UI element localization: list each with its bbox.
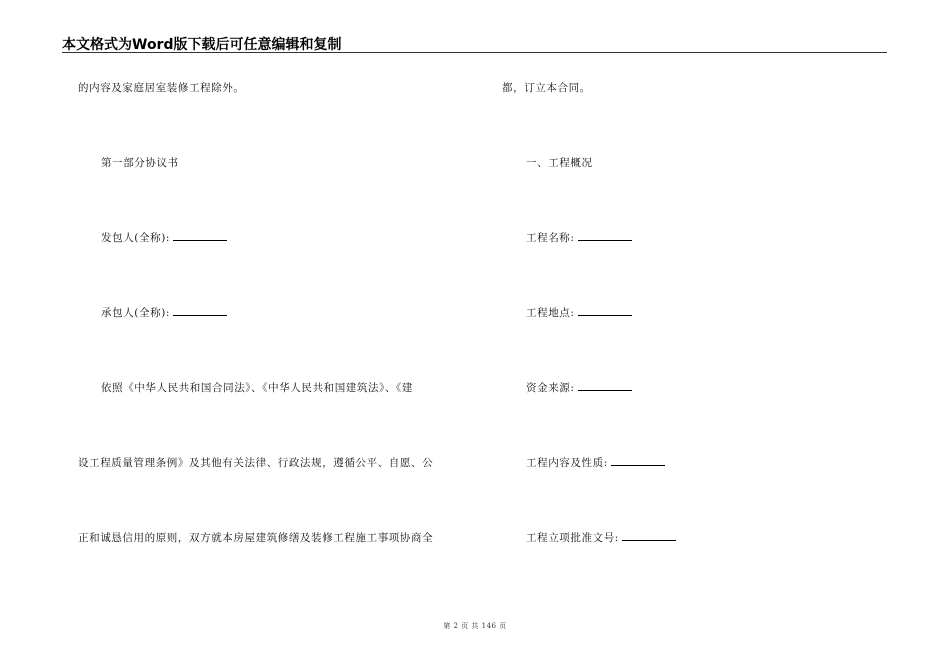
document-header-title: 本文格式为Word版下载后可任意编辑和复制	[62, 37, 342, 53]
project-name-blank-line	[578, 230, 632, 241]
project-content-blank-line	[611, 455, 665, 466]
project-location-blank-line	[578, 305, 632, 316]
project-content-field	[526, 455, 665, 470]
right-line-1: 都，订立本合同。	[502, 82, 591, 94]
paragraph-line-2: 设工程质量管理条例》及其他有关法律、行政法规，遵循公平、自愿、公	[78, 457, 434, 469]
paragraph-line-3: 正和诚恳信用的原则，双方就本房屋建筑修缮及装修工程施工事项协商全	[78, 532, 434, 544]
approval-doc-field	[526, 530, 676, 545]
approval-doc-label: 工程立项批准文号:	[526, 532, 619, 544]
employer-blank-line	[173, 230, 227, 241]
contractor-label: 承包人(全称):	[101, 307, 171, 319]
section-heading-part-one: 第一部分协议书	[101, 157, 179, 169]
left-line-1: 的内容及家庭居室装修工程除外。	[78, 82, 245, 94]
project-name-field	[526, 230, 632, 245]
fund-source-label: 资金来源:	[526, 382, 575, 394]
paragraph-line-1: 依照《中华人民共和国合同法》、《中华人民共和国建筑法》、《建	[101, 382, 413, 394]
fund-source-blank-line	[578, 380, 632, 391]
header-divider	[62, 52, 887, 53]
contractor-field	[101, 305, 227, 320]
fund-source-field	[526, 380, 632, 395]
project-name-label: 工程名称:	[526, 232, 575, 244]
approval-doc-blank-line	[622, 530, 676, 541]
project-location-field	[526, 305, 632, 320]
contractor-blank-line	[173, 305, 227, 316]
employer-label: 发包人(全称):	[101, 232, 171, 244]
project-content-label: 工程内容及性质:	[526, 457, 608, 469]
employer-field	[101, 230, 227, 245]
section-heading-project-overview: 一、工程概况	[526, 157, 593, 169]
page-number-footer: 第 2 页 共 146 页	[443, 622, 507, 630]
project-location-label: 工程地点:	[526, 307, 575, 319]
